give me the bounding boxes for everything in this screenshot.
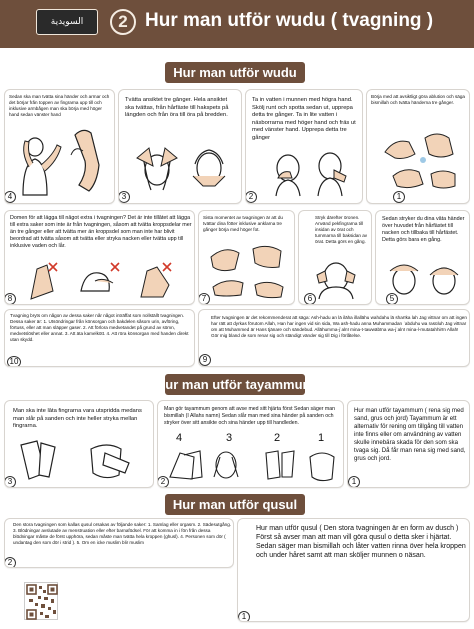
rinsing-mouth-nose-illustration [254, 148, 358, 196]
tayammum-step-text: Man ska inte låta fingrarna vara utspridda medans man slår på sanden och inte heller stryka mellan fingrarna. [13, 408, 142, 430]
tayammum-step-box [4, 400, 154, 488]
wudu-step-box [245, 89, 363, 204]
wudu-step-text: Sedan ska man tvätta sina händer och armar och det börjar från toppen av fingrarna upp till och inklusive armbågen man ska börja med höger hand sedan vänster hand [9, 94, 110, 117]
wudu-step-box [366, 89, 470, 204]
section-title-wudu: Hur man utför wudu [165, 62, 305, 83]
wudu-step-text: Efter tvagningen är det rekommenderat att säga: Ash-hadu an lā ilāha illallāhu wahdahu lā sharīka lah Jag vittnar om att ingen har rätt att dyrkas förutom Allah, Han har ingen vid sin sida, Wa ash-hadu anna Muhammadan ʿabduhu wa rasūluh Jag vittnar om att Muhammed är Hans tjänare och sändebud. Allāhumma-jʿalnī mina-t-tawwābīna wa-jʿalnī mina-l-mutatahhirīn Allah! Gör mig bland de som renar sig och ständigt vänder sig till Dig i förlåtelse. [211, 315, 467, 338]
washing-feet-illustration [205, 239, 291, 299]
step-number-badge: 10 [7, 356, 21, 367]
tayammum-figure-label: 4 [176, 432, 183, 444]
wudu-step-box [4, 210, 195, 305]
step-number-badge: 7 [198, 293, 210, 305]
wudu-step-text: Sedan stryker du dina våta händer över huvudet från hårfästet till nacken och tillbaka till hårfästet. Detta görs bara en gång. [382, 216, 465, 244]
wudu-step-text: Tvagning bryts om någon av dessa saker når något inträffat som nollställt tvagningen. Dessa saker är: 1. Utsöndringar från könsorgan och bakdelen såsom urin, avföring, förtuss, eller att man släpper gaser. 2. Att förlora medvetandet på grund av sömn, medvetslöshet eller annat. 3. Att äta kamelkött. 4. Att röra könsorgan med handen direkt utan skydd. [10, 313, 189, 342]
wudu-step-text: Börja med att avsiktligt göra ablution och säga bismillah och tvätta händerna tre gånger. [371, 94, 465, 105]
tayammum-figure-label: 2 [274, 432, 281, 444]
wudu-step-box [4, 309, 195, 367]
qusul-step-box [4, 518, 234, 568]
wudu-step-text: Tvätta ansiktet tre gånger. Hela ansiktet ska tvättas, från hårfäste till hakspets på längden och från öra till öra på bredden. [125, 97, 229, 119]
qusul-step-text: Den stora tvagningen som kallas qusul orsakas av följande saker: 1. Samlag eller orgasm. 2. Sädesutgång. 3. Blödningar avslutade av menstruation eller efter barnafödsel. För att komma in i fön från dessa blödningar måste de först upphöra, sedan måste man tvätta hela kroppen (ghusl). 4. Personen som dör ( undantag den som dör i strid ). 5. Om en icke muslim blir muslim [13, 522, 232, 545]
wiping-head-illustration [384, 259, 466, 299]
wudu-step-text: Stryk därefter öronen. Använd pekfingrarna till insidan av örat och tummarna till baksidan av örat. Detta görs en gång. [315, 215, 368, 244]
washing-arms-illustration [13, 125, 108, 195]
step-number-badge: 2 [4, 557, 16, 568]
step-number-badge: 6 [304, 293, 316, 305]
step-number-badge: 4 [4, 191, 16, 203]
tayammum-step-text: Man gör tayammum genom att avse med sitt hjärta först Sedan säger man bismillah (I Allahs namn) Sedan slår man med sina händer på sanden och stryker över sitt ansikte och sina händer upp till handleden. [164, 406, 335, 426]
qusul-step-text: Hur man utför qusul ( Den stora tvagningen är en form av dusch ) Först så avser man att man vill göra qusul o detta sker i hjärtat. Sedan säger man bismillah och låter vatten rinna över hela kroppen och under håret samt att man sköljer munnen o näsan. [256, 525, 466, 560]
wudu-step-box [298, 210, 372, 305]
tayammum-hands-illustration [15, 439, 145, 483]
wudu-step-box [198, 309, 470, 367]
tayammum-sequence-illustration [166, 447, 338, 483]
tayammum-step-text: Hur man utför tayammum ( rena sig med sand, grus och jord) Tayammum är ett alternativ för rening om tillgång till vatten inte finns eller om användning av vatten skulle innebära skada för den som ska tvaga sig. Då får man rena sig med sand, grus och jord. [354, 407, 466, 462]
forbidden-extras-illustration [23, 261, 183, 301]
wudu-step-text: Ta in vatten i munnen med högra hand. Skölj runt och spotta sedan ut, upprepa detta tre gånger. Ta in lite vatten i näsborrarna med höger hand och fräs ut med vänster hand. Upprepa detta tre gånger [252, 97, 356, 141]
tayammum-figure-label: 1 [318, 432, 325, 444]
step-number-badge: 2 [245, 191, 257, 203]
washing-face-illustration [129, 146, 233, 196]
header-bar [0, 0, 474, 48]
wiping-ears-illustration [305, 259, 367, 299]
page-number-circle: 2 [110, 9, 136, 35]
tayammum-step-box [347, 400, 470, 488]
tayammum-figure-label: 3 [226, 432, 233, 444]
wudu-step-box [198, 210, 295, 305]
step-number-badge: 1 [348, 476, 360, 488]
section-title-qusul: Hur man utför qusul [165, 494, 305, 515]
language-badge[interactable]: السويدية [36, 9, 98, 35]
step-number-badge: 8 [4, 293, 16, 305]
step-number-badge: 1 [238, 611, 250, 622]
qr-code[interactable] [24, 582, 58, 620]
step-number-badge: 2 [157, 476, 169, 488]
wudu-step-box [118, 89, 242, 204]
wudu-step-box [375, 210, 470, 305]
step-number-badge: 3 [118, 191, 130, 203]
qusul-step-box [237, 518, 470, 622]
page-title: Hur man utför wudu ( tvagning ) [145, 10, 434, 31]
tayammum-step-box [157, 400, 344, 488]
section-title-tayammum: Hur man utför tayammum [165, 374, 305, 395]
wudu-step-text: Domen för att lägga till något extra i tvagningen? Det är inte tillåtet att lägga till extra saker som inte är från tvagningen, såsom att tvätta kroppsdelar mer än tre gånger eller att tvätta mer än kroppsdel som man inte har blivit beordrad att tvätta såsom att tvätta eller stryka nacken eller tvätta upp till inklusive vaden och lår. [10, 215, 192, 250]
wudu-step-box [4, 89, 115, 204]
washing-hands-illustration [375, 124, 465, 194]
step-number-badge: 3 [4, 476, 16, 488]
wudu-step-text: Sista momentet av tvagningen är att du tvättar dina fötter inklusive anklarna tre gånger börja med höger fot. [203, 215, 283, 232]
step-number-badge: 1 [393, 191, 405, 203]
step-number-badge: 9 [199, 354, 211, 366]
step-number-badge: 5 [386, 293, 398, 305]
